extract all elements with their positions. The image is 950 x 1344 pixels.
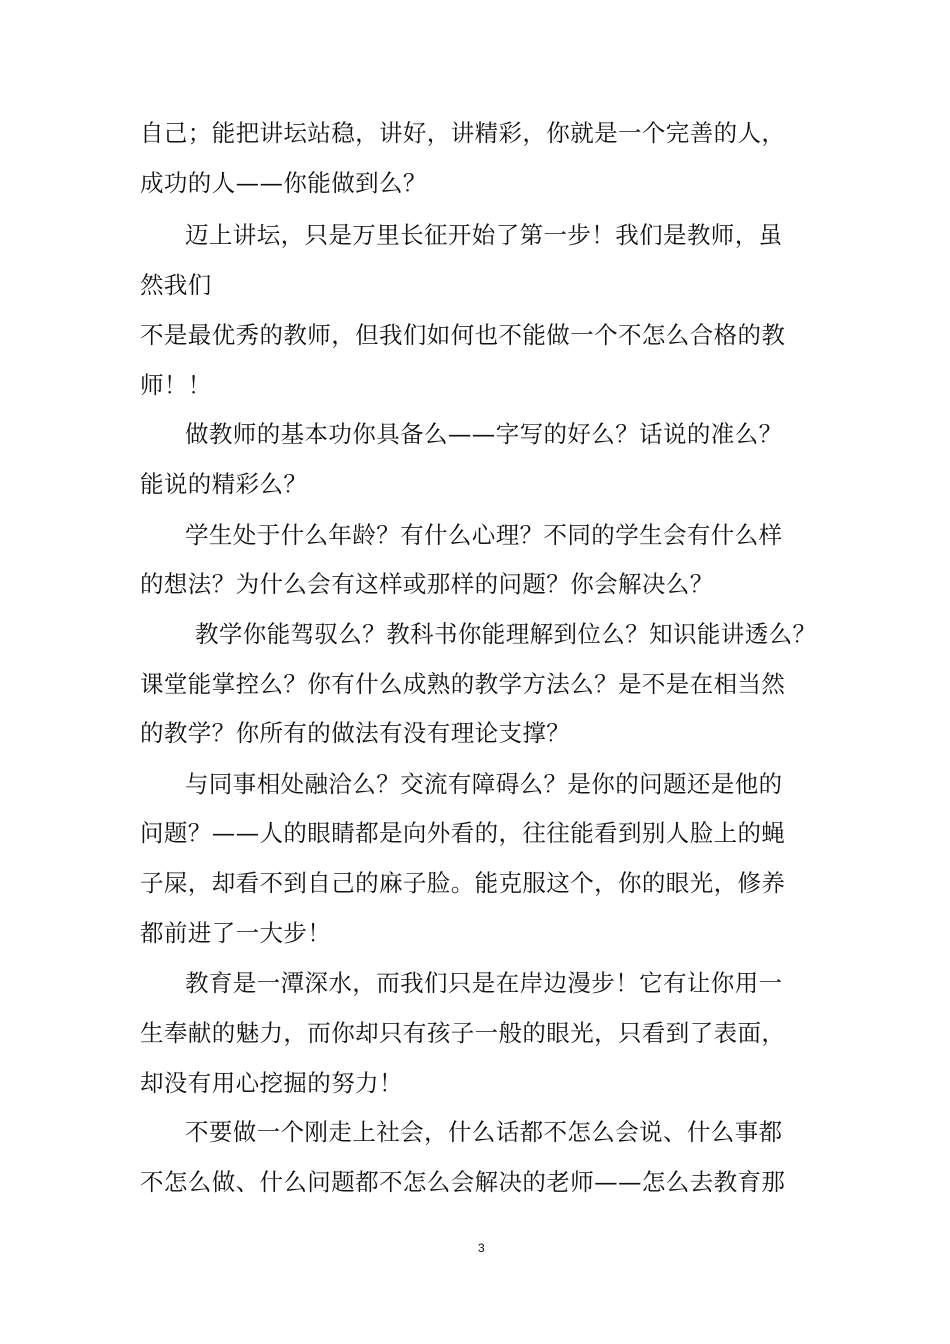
paragraph-start-line: 不要做一个刚走上社会，什么话都不怎么会说、什么事都 [185, 1118, 783, 1146]
paragraph-start-line: 教学你能驾驭么？教科书你能理解到位么？知识能讲透么？ [195, 620, 817, 648]
text-line: 的教学？你所有的做法有没有理论支撑？ [140, 719, 571, 747]
text-line: 却没有用心挖掘的努力！ [140, 1069, 403, 1097]
text-line: 然我们 [140, 271, 212, 299]
paragraph-start-line: 教育是一潭深水，而我们只是在岸边漫步！它有让你用一 [185, 969, 783, 997]
text-line: 不是最优秀的教师，但我们如何也不能做一个不怎么合格的教 [140, 321, 786, 349]
text-line: 自己；能把讲坛站稳，讲好，讲精彩，你就是一个完善的人， [140, 119, 786, 147]
paragraph-start-line: 与同事相处融洽么？交流有障碍么？是你的问题还是他的 [185, 770, 783, 798]
page-number: 3 [478, 1241, 485, 1255]
text-line: 不怎么做、什么问题都不怎么会解决的老师——怎么去教育那 [140, 1168, 786, 1196]
text-line: 课堂能掌控么？你有什么成熟的教学方法么？是不是在相当然 [140, 670, 786, 698]
text-line: 的想法？为什么会有这样或那样的问题？你会解决么？ [140, 570, 714, 598]
paragraph-start-line: 做教师的基本功你具备么——字写的好么？话说的准么？ [185, 420, 783, 448]
text-line: 能说的精彩么？ [140, 470, 308, 498]
text-line: 都前进了一大步！ [140, 919, 332, 947]
paragraph-start-line: 迈上讲坛，只是万里长征开始了第一步！我们是教师，虽 [185, 221, 783, 249]
text-line: 成功的人——你能做到么？ [140, 169, 427, 197]
text-line: 生奉献的魅力，而你却只有孩子一般的眼光，只看到了表面， [140, 1019, 786, 1047]
text-line: 子屎，却看不到自己的麻子脸。能克服这个，你的眼光，修养 [140, 869, 786, 897]
text-line: 问题？——人的眼睛都是向外看的，往往能看到别人脸上的蝇 [140, 819, 786, 847]
text-line: 师！！ [140, 371, 212, 399]
paragraph-start-line: 学生处于什么年龄？有什么心理？不同的学生会有什么样 [185, 521, 783, 549]
